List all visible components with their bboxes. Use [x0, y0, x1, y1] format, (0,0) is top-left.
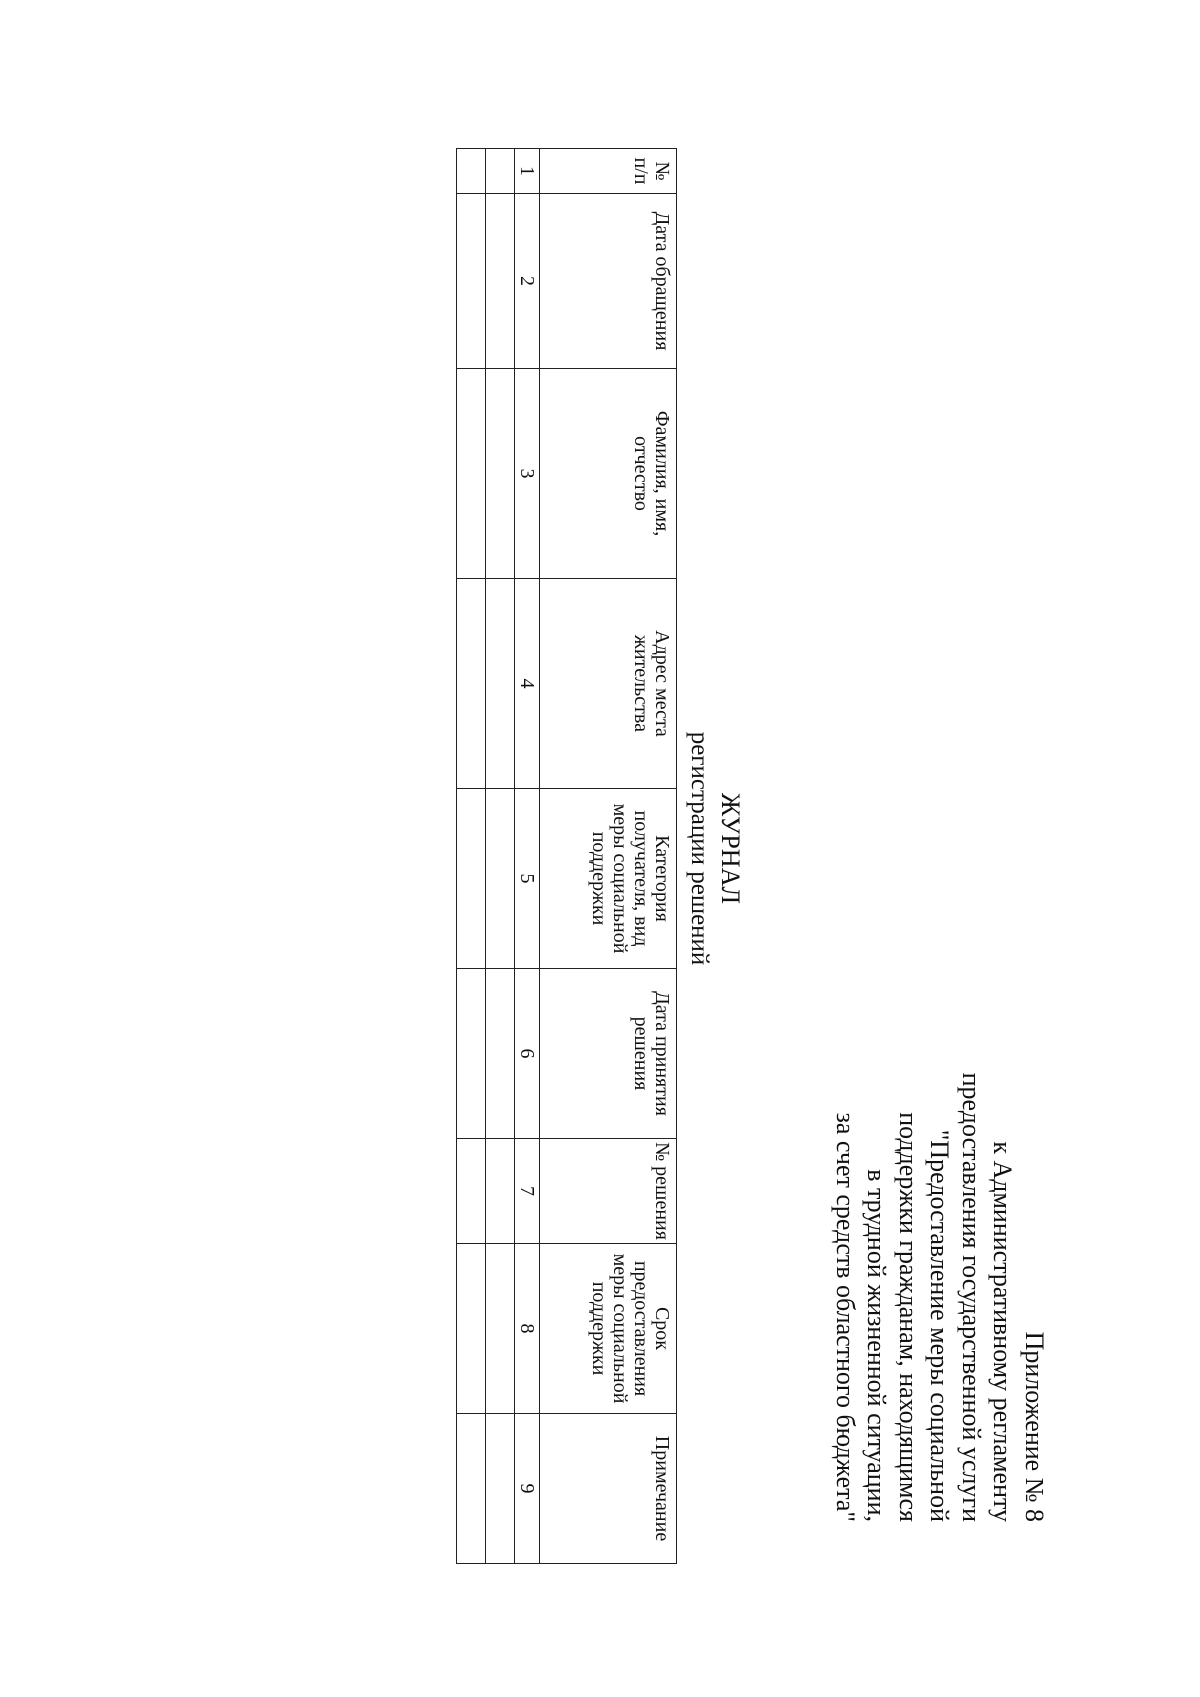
table-cell	[486, 149, 515, 194]
header-cell-row-number: № п/п	[540, 149, 677, 194]
column-number: 5	[515, 789, 540, 969]
table-cell	[457, 194, 486, 369]
table-header-row	[540, 149, 677, 1564]
header-cell-decision-date: Дата принятия решения	[540, 969, 677, 1139]
table-cell	[457, 969, 486, 1139]
appendix-line: поддержки гражданам, находящимся	[894, 1112, 923, 1522]
table-cell	[486, 1414, 515, 1564]
column-number: 6	[515, 969, 540, 1139]
header-cell-category: Категория получателя, вид меры социальной поддержки	[540, 789, 677, 969]
table-cell	[457, 1414, 486, 1564]
table-cell	[457, 369, 486, 579]
table-cell	[457, 149, 486, 194]
appendix-line: "Предоставление меры социальной	[925, 1129, 955, 1522]
table-cell	[457, 789, 486, 969]
appendix-line: за счет средств областного бюджета"	[831, 1112, 860, 1522]
appendix-line: Приложение № 8	[1020, 1331, 1049, 1522]
column-number-row	[515, 149, 540, 1564]
header-cell-address: Адрес места жительства	[540, 579, 677, 789]
table-cell	[486, 369, 515, 579]
table-cell	[486, 969, 515, 1139]
journal-subtitle: регистрации решений	[686, 731, 713, 966]
register-table	[456, 148, 677, 1564]
header-cell-decision-number: № решения	[540, 1139, 677, 1244]
appendix-line: предоставления государственной услуги	[957, 1072, 986, 1522]
column-number: 4	[515, 579, 540, 789]
table-cell	[457, 1244, 486, 1414]
journal-title: ЖУРНАЛ	[716, 793, 745, 904]
table-cell	[457, 579, 486, 789]
column-number: 2	[515, 194, 540, 369]
table-row	[457, 149, 486, 1564]
appendix-line: к Административному регламенту	[988, 1141, 1018, 1522]
header-cell-full-name: Фамилия, имя, отчество	[540, 369, 677, 579]
table-cell	[457, 1139, 486, 1244]
appendix-line: в трудной жизненной ситуации,	[862, 1169, 892, 1522]
column-number: 1	[515, 149, 540, 194]
table-cell	[486, 579, 515, 789]
table-cell	[486, 1244, 515, 1414]
column-number: 8	[515, 1244, 540, 1414]
header-cell-note: Примечание	[540, 1414, 677, 1564]
table-cell	[486, 194, 515, 369]
appendix-note	[830, 822, 1051, 1522]
header-cell-application-date: Дата обращения	[540, 194, 677, 369]
column-number: 9	[515, 1414, 540, 1564]
table-cell	[486, 789, 515, 969]
header-cell-support-period: Срок предоставления меры социальной поддержки	[540, 1244, 677, 1414]
table-row	[486, 149, 515, 1564]
column-number: 3	[515, 369, 540, 579]
table-cell	[486, 1139, 515, 1244]
column-number: 7	[515, 1139, 540, 1244]
